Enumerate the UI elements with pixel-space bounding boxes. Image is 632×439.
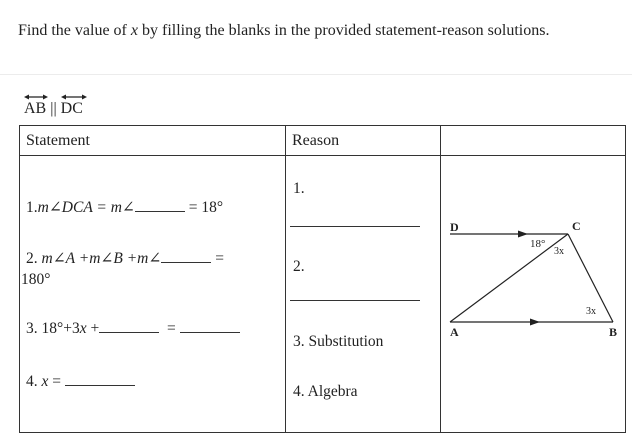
blank-2[interactable] [161, 248, 211, 263]
statement-4: 4. x = [26, 371, 135, 391]
header-reason: Reason [286, 126, 441, 156]
angle-dca-label: 18° [530, 238, 546, 250]
statement-1: 1.m∠DCA = m∠ = 18° [26, 199, 224, 216]
label-c: C [572, 219, 581, 233]
problem-prompt: Find the value of x by filling the blanks in the provided statement-reason solutions. [18, 22, 550, 39]
statement-2-continued: 180° [21, 271, 51, 288]
divider [0, 74, 632, 75]
label-d: D [450, 220, 459, 234]
line-arrow-icon [24, 93, 48, 101]
reason-1-blank[interactable] [290, 226, 420, 227]
line-dc: DC [61, 100, 83, 118]
blank-5[interactable] [65, 371, 135, 386]
reason-4: 4. Algebra [293, 383, 358, 400]
reasons-column [286, 156, 441, 433]
triangle-diagram [448, 216, 628, 346]
blank-3[interactable] [99, 318, 159, 333]
line-arrow-icon [61, 93, 87, 101]
segment-ac [450, 234, 568, 322]
statement-2: 2. m∠A +m∠B +m∠ = [26, 250, 224, 267]
blank-1[interactable] [135, 197, 185, 212]
blank-4[interactable] [180, 318, 240, 333]
statement-3: 3. 18°+3x + = [26, 318, 240, 338]
statements-column [20, 156, 286, 433]
line-ab: AB [24, 100, 46, 118]
angle-b-label: 3x [586, 306, 596, 317]
reason-3: 3. Substitution [293, 333, 384, 350]
ray-ab-arrow-icon [530, 319, 540, 326]
ray-dc-arrow-icon [518, 231, 528, 238]
label-a: A [450, 325, 459, 339]
header-figure [441, 126, 626, 156]
reason-2: 2. [293, 258, 305, 275]
label-b: B [609, 325, 618, 339]
reason-1: 1. [293, 180, 305, 197]
given-statement [24, 100, 83, 118]
angle-acb-label: 3x [554, 246, 564, 257]
parallel-symbol: || [50, 100, 57, 117]
reason-2-blank[interactable] [290, 300, 420, 301]
header-statement: Statement [20, 126, 286, 156]
